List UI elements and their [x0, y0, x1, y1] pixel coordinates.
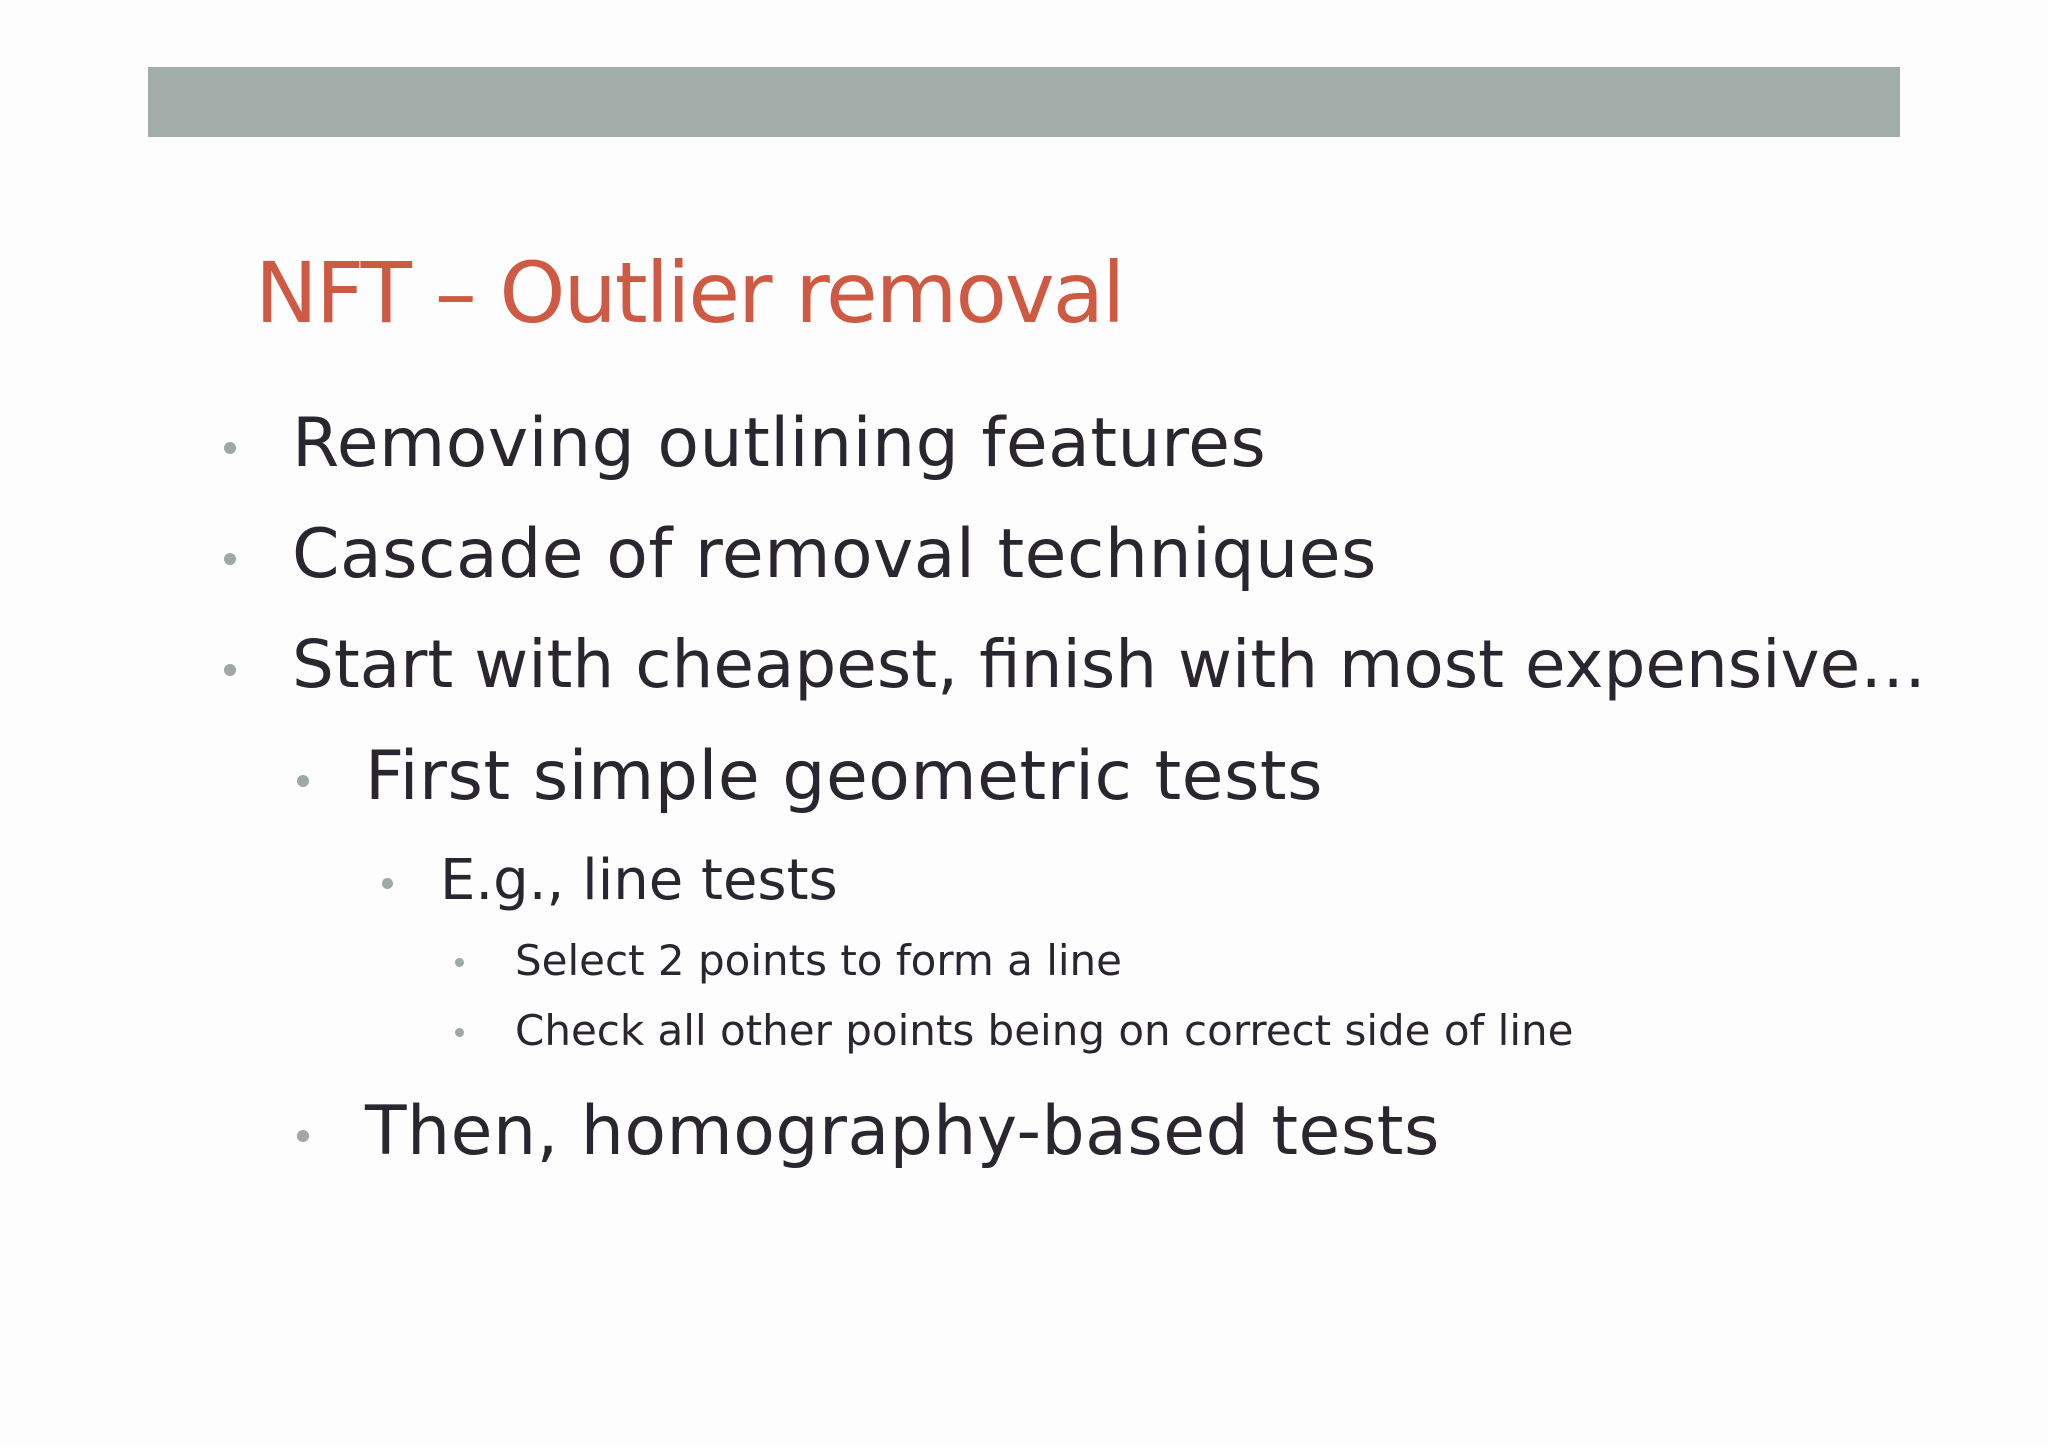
bullet-text: Then, homography-based tests [365, 1092, 1440, 1171]
bullet-dot-icon [224, 664, 236, 676]
bullet-dot-icon [297, 1130, 309, 1142]
level4-bullet-item [515, 936, 1122, 986]
bullet-dot-icon [224, 442, 236, 454]
bullet-text: Cascade of removal techniques [292, 515, 1377, 594]
bullet-dot-icon [224, 553, 236, 565]
bullet-dot-icon [455, 1028, 464, 1037]
level4-bullet-item [515, 1006, 1573, 1056]
bullet-dot-icon [297, 775, 309, 787]
bullet-item [292, 625, 1926, 704]
sub-bullet-item [365, 1091, 1440, 1173]
bullet-text: Start with cheapest, finish with most expensive… [292, 626, 1927, 703]
bullet-item [292, 514, 1377, 596]
bullet-text: Removing outlining features [292, 404, 1267, 483]
bullet-text: E.g., line tests [440, 848, 838, 913]
bullet-dot-icon [382, 878, 393, 889]
header-bar [148, 67, 1900, 137]
bullet-item [292, 403, 1266, 485]
bullet-dot-icon [455, 958, 464, 967]
slide-title: NFT – Outlier removal [255, 244, 1124, 342]
bullet-text: Select 2 points to form a line [515, 936, 1123, 985]
bullet-text: First simple geometric tests [365, 737, 1323, 816]
sub-sub-bullet-item [440, 847, 838, 914]
bullet-text: Check all other points being on correct side of line [515, 1006, 1574, 1055]
sub-bullet-item [365, 736, 1323, 818]
